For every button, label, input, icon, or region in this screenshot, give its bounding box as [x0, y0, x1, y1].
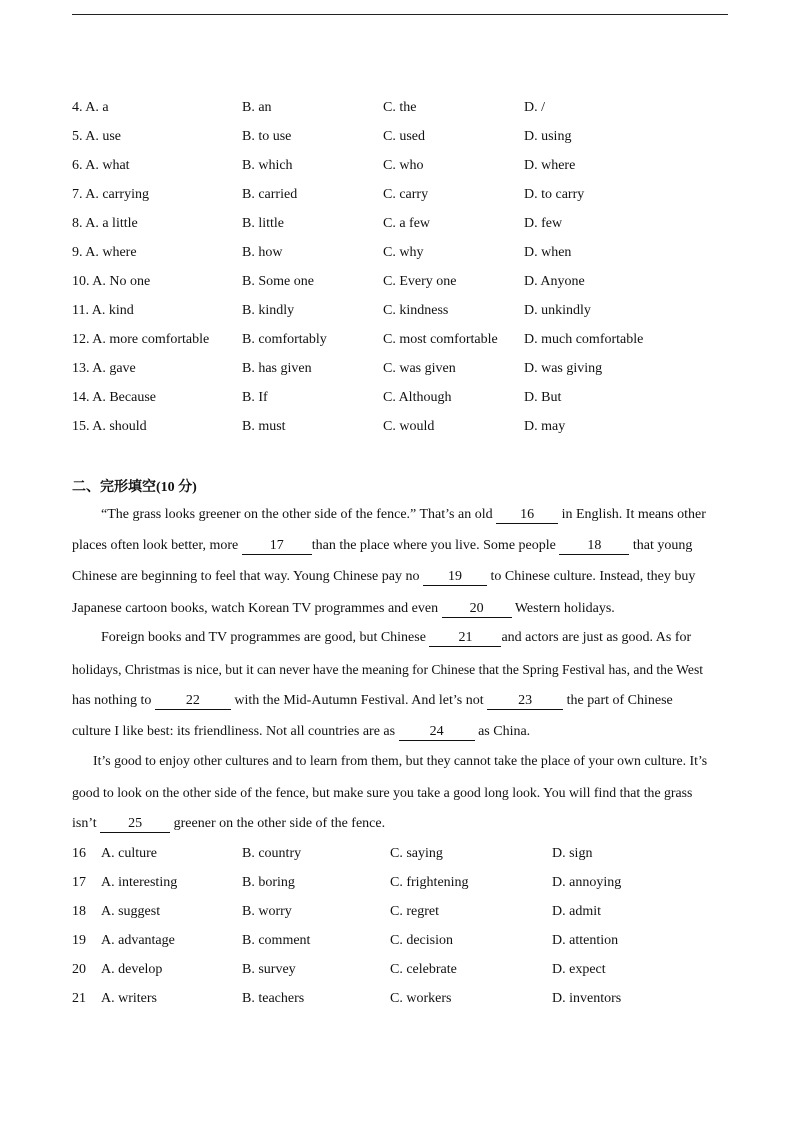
- option-d: D. unkindly: [524, 303, 591, 318]
- blank-17: 17: [242, 538, 312, 555]
- option-a: A. writers: [101, 991, 157, 1006]
- option-a: A. develop: [101, 962, 163, 977]
- passage-line: good to look on the other side of the fence, but make sure you take a good long look. You will find that the grass: [72, 785, 693, 800]
- option-a: 11. A. kind: [72, 303, 134, 318]
- passage-text: Japanese cartoon books, watch Korean TV programmes and even: [72, 601, 442, 616]
- option-c: C. Although: [383, 390, 452, 405]
- passage-text: with the Mid-Autumn Festival. And let’s not: [230, 693, 488, 708]
- option-a: A. interesting: [101, 875, 178, 890]
- option-d: D. sign: [552, 846, 593, 861]
- option-a: 4. A. a: [72, 100, 109, 115]
- blank-19: 19: [423, 569, 487, 586]
- option-d: D. attention: [552, 933, 619, 948]
- option-d: D. to carry: [524, 187, 585, 202]
- option-a: 9. A. where: [72, 245, 137, 260]
- option-a: 5. A. use: [72, 129, 121, 144]
- option-d: D. was giving: [524, 361, 603, 376]
- passage-line: holidays, Christmas is nice, but it can never have the meaning for Chinese that the Spring Festival has, and the West: [72, 662, 704, 677]
- question-number: 17: [72, 875, 86, 890]
- option-a: A. culture: [101, 846, 157, 861]
- option-a: A. advantage: [101, 933, 175, 948]
- option-a: 15. A. should: [72, 419, 147, 434]
- option-d: D. may: [524, 419, 566, 434]
- option-b: B. to use: [242, 129, 292, 144]
- option-b: B. has given: [242, 361, 312, 376]
- option-b: B. an: [242, 100, 272, 115]
- option-b: B. comfortably: [242, 332, 327, 347]
- option-d: D. where: [524, 158, 576, 173]
- option-b: B. teachers: [242, 991, 305, 1006]
- option-c: C. regret: [390, 904, 439, 919]
- option-b: B. comment: [242, 933, 311, 948]
- question-number: 21: [72, 991, 86, 1006]
- passage-text: the part of Chinese: [563, 693, 673, 708]
- option-c: C. would: [383, 419, 435, 434]
- option-d: D. /: [524, 100, 545, 115]
- option-d: D. Anyone: [524, 274, 585, 289]
- option-a: 8. A. a little: [72, 216, 138, 231]
- option-b: B. little: [242, 216, 284, 231]
- blank-23: 23: [487, 693, 563, 710]
- blank-20: 20: [442, 601, 512, 618]
- option-a: A. suggest: [101, 904, 161, 919]
- option-d: D. when: [524, 245, 572, 260]
- option-d: D. using: [524, 129, 572, 144]
- option-d: D. expect: [552, 962, 606, 977]
- option-c: C. was given: [383, 361, 456, 376]
- option-c: C. workers: [390, 991, 452, 1006]
- option-b: B. country: [242, 846, 302, 861]
- passage-text: greener on the other side of the fence.: [170, 816, 386, 831]
- option-c: C. the: [383, 100, 417, 115]
- passage-text: that young: [629, 538, 693, 553]
- option-c: C. a few: [383, 216, 431, 231]
- passage-text: as China.: [474, 724, 531, 739]
- question-number: 16: [72, 846, 86, 861]
- option-d: D. But: [524, 390, 562, 405]
- option-d: D. much comfortable: [524, 332, 644, 347]
- blank-22: 22: [155, 693, 231, 710]
- question-number: 19: [72, 933, 86, 948]
- passage-text: to Chinese culture. Instead, they buy: [486, 569, 696, 584]
- section-heading: 二、完形填空(10 分): [72, 480, 197, 495]
- option-d: D. inventors: [552, 991, 622, 1006]
- passage-text: and actors are just as good. As for: [501, 630, 692, 645]
- option-b: B. Some one: [242, 274, 314, 289]
- option-b: B. boring: [242, 875, 295, 890]
- option-a: 14. A. Because: [72, 390, 156, 405]
- passage-text: Western holidays.: [511, 601, 615, 616]
- blank-25: 25: [100, 816, 170, 833]
- option-b: B. how: [242, 245, 283, 260]
- option-c: C. who: [383, 158, 424, 173]
- passage-text: places often look better, more: [72, 538, 242, 553]
- blank-24: 24: [399, 724, 475, 741]
- option-c: C. used: [383, 129, 425, 144]
- option-a: 7. A. carrying: [72, 187, 149, 202]
- option-c: C. most comfortable: [383, 332, 498, 347]
- option-b: B. survey: [242, 962, 296, 977]
- passage-line: It’s good to enjoy other cultures and to learn from them, but they cannot take the place of your own culture. It’s: [93, 753, 708, 768]
- option-c: C. carry: [383, 187, 429, 202]
- blank-16: 16: [496, 507, 558, 524]
- passage-line: [101, 628, 691, 648]
- option-b: B. carried: [242, 187, 298, 202]
- blank-21: 21: [429, 630, 501, 647]
- option-a: 6. A. what: [72, 158, 130, 173]
- option-c: C. frightening: [390, 875, 469, 890]
- passage-line: [101, 505, 706, 525]
- option-a: 10. A. No one: [72, 274, 151, 289]
- passage-text: has nothing to: [72, 693, 155, 708]
- question-number: 18: [72, 904, 86, 919]
- passage-text: Foreign books and TV programmes are good, but Chinese: [101, 630, 430, 645]
- option-c: C. Every one: [383, 274, 457, 289]
- passage-text: in English. It means other: [558, 507, 706, 522]
- option-d: D. few: [524, 216, 563, 231]
- option-d: D. annoying: [552, 875, 622, 890]
- option-b: B. must: [242, 419, 286, 434]
- passage-line: [72, 567, 695, 587]
- header-rule: [72, 14, 728, 15]
- blank-18: 18: [559, 538, 629, 555]
- passage-line: [72, 691, 673, 711]
- option-b: B. If: [242, 390, 268, 405]
- passage-line: [72, 536, 692, 556]
- passage-text: “The grass looks greener on the other side of the fence.” That’s an old: [101, 507, 497, 522]
- option-b: B. worry: [242, 904, 292, 919]
- option-a: 12. A. more comfortable: [72, 332, 210, 347]
- passage-text: Chinese are beginning to feel that way. Young Chinese pay no: [72, 569, 423, 584]
- passage-text: isn’t: [72, 816, 101, 831]
- passage-text: culture I like best: its friendliness. Not all countries are as: [72, 724, 399, 739]
- option-b: B. kindly: [242, 303, 295, 318]
- passage-line: [72, 599, 615, 619]
- option-c: C. celebrate: [390, 962, 457, 977]
- option-d: D. admit: [552, 904, 601, 919]
- option-c: C. why: [383, 245, 424, 260]
- option-c: C. saying: [390, 846, 443, 861]
- passage-line: [72, 722, 530, 742]
- option-b: B. which: [242, 158, 293, 173]
- passage-text: than the place where you live. Some people: [311, 538, 560, 553]
- option-c: C. decision: [390, 933, 453, 948]
- option-c: C. kindness: [383, 303, 449, 318]
- passage-line: [72, 814, 385, 834]
- question-number: 20: [72, 962, 86, 977]
- option-a: 13. A. gave: [72, 361, 136, 376]
